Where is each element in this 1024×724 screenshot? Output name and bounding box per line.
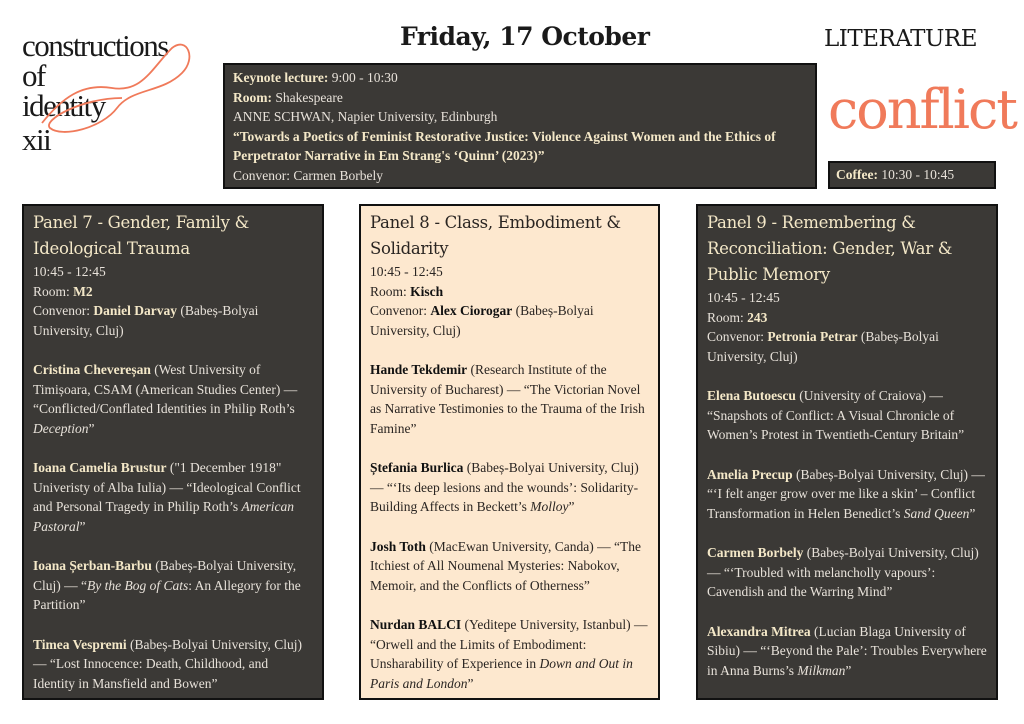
panel-meta — [33, 262, 313, 340]
paper-author: Ștefania Burlica — [370, 460, 464, 475]
panel-9 — [696, 204, 998, 700]
paper-text: (Yeditepe University, Istanbul) — “Orwell and the Limits of Embodiment: Unsharability of Experience in — [370, 617, 648, 671]
paper-author: Nurdan BALCI — [370, 617, 462, 632]
paper-text: (Lucian Blaga University of Sibiu) — “‘Beyond the Pale’: Troubles Everywhere in Anna Burns’s — [707, 623, 987, 678]
paper-author: Timea Vespremi — [33, 636, 127, 652]
paper-text: (West University of Timișoara, CSAM (American Studies Center) — “Conflicted/Conflated Identities in Philip Roth’s — [33, 362, 298, 416]
keynote-time-line — [233, 68, 807, 88]
panel-convenor-line — [707, 327, 987, 366]
paper-text: ("1 December 1918" Univeristy of Alba Iulia) — “Ideological Conflict and Personal Tragedy in Philip Roth’s — [33, 460, 301, 514]
paper-entry — [707, 386, 987, 445]
panel-room: M2 — [73, 283, 93, 299]
keynote-title: “Towards a Poetics of Feminist Restorative Justice: Violence Against Women and the Ethics of Perpetrator Narrative in Em Strang's ‘Quinn’ (2023)” — [233, 128, 776, 163]
keynote-room: Shakespeare — [275, 89, 343, 105]
panel-convenor-affiliation: (Babeș-Bolyai University, Cluj) — [707, 329, 939, 364]
paper-italic-title: Down and Out in Paris and London — [370, 656, 633, 691]
paper-text-end: ” — [568, 499, 575, 514]
panel-convenor-line — [33, 301, 313, 340]
panel-title: Panel 9 - Remembering & Reconciliation: Gender, War & Public Memory — [707, 213, 953, 284]
section-title: LITERATURE — [824, 26, 977, 52]
logo-line: of — [22, 58, 45, 93]
paper-text-end: ” — [467, 675, 474, 691]
panel-room-label: Room: — [707, 309, 744, 325]
panel-time: 10:45 - 12:45 — [370, 264, 443, 279]
paper-entry — [33, 360, 313, 438]
panel-room-line — [33, 282, 313, 302]
panel-meta — [370, 262, 649, 340]
panel-convenor-affiliation: (Babeș-Bolyai University, Cluj) — [33, 303, 259, 338]
panel-8 — [359, 204, 660, 700]
logo-line: xii — [22, 122, 51, 157]
paper-entry — [370, 537, 649, 596]
panel-convenor: Daniel Darvay — [93, 303, 177, 318]
paper-author: Carmen Borbely — [707, 545, 804, 560]
keynote-convenor: Convenor: Carmen Borbely — [233, 167, 383, 183]
panel-room: 243 — [747, 309, 768, 325]
panel-room-label: Room: — [33, 283, 70, 299]
coffee-break-box — [828, 161, 996, 189]
paper-author: Cristina Chevereșan — [33, 362, 151, 377]
panel-convenor-affiliation: (Babeș-Bolyai University, Cluj) — [370, 303, 594, 338]
paper-author: Elena Butoescu — [707, 388, 796, 403]
keynote-box — [223, 63, 817, 189]
paper-text-end: ” — [969, 505, 976, 521]
paper-italic-title: Molloy — [530, 499, 569, 514]
paper-text: (Babeș-Bolyai University, Cluj) — “Lost Innocence: Death, Childhood, and Identity in Mansfield and Bowen” — [33, 636, 302, 691]
paper-text-end: ” — [845, 662, 852, 678]
paper-text: (Babeș-Bolyai University, Cluj) — “‘Its deep lesions and the wounds’: Solidarity-Building Affects in Beckett’s — [370, 460, 639, 514]
panel-room-line — [370, 282, 649, 302]
panel-convenor-label: Convenor: — [33, 303, 90, 318]
paper-italic-title: American Pastoral — [33, 499, 294, 534]
paper-author: Ioana Camelia Brustur — [33, 460, 167, 475]
panel-convenor: Petronia Petrar — [767, 329, 858, 344]
keynote-room-line — [233, 88, 807, 108]
page-date-title: Friday, 17 October — [400, 22, 650, 51]
panel-convenor: Alex Ciorogar — [430, 303, 513, 318]
paper-entry — [33, 635, 313, 694]
coffee-label: Coffee: — [836, 167, 878, 182]
panel-convenor-label: Convenor: — [370, 303, 427, 318]
paper-text: (Babeș-Bolyai University, Cluj) — “‘Troubled with melancholly vapours’: Cavendish and the Warring Mind” — [707, 545, 979, 599]
paper-text: (University of Craiova) — “Snapshots of Conflict: A Visual Chronicle of Women’s Protest in Twentieth-Century Britain” — [707, 388, 965, 442]
paper-author: Alexandra Mitrea — [707, 623, 811, 639]
paper-author: Hande Tekdemir — [370, 362, 468, 377]
theme-word: conflict — [828, 78, 1017, 141]
logo-line: identity — [22, 88, 105, 123]
paper-italic-title: Deception — [33, 420, 89, 436]
paper-italic-title: Milkman — [797, 662, 846, 678]
paper-entry — [370, 615, 649, 693]
coffee-time: 10:30 - 10:45 — [881, 167, 955, 182]
paper-author: Amelia Precup — [707, 466, 793, 482]
paper-italic-title: Sand Queen — [903, 505, 970, 521]
paper-text-end: ” — [79, 518, 86, 534]
paper-entry — [33, 458, 313, 536]
paper-text: (Research Institute of the University of Bucharest) — “The Victorian Novel as Narrative Testimonies to the Trauma of the Irish Famine” — [370, 362, 645, 436]
panel-title: Panel 8 - Class, Embodiment & Solidarity — [370, 213, 621, 258]
panel-meta — [707, 288, 987, 366]
paper-text-end: : An Allegory for the Partition” — [33, 577, 301, 612]
paper-text-end: ” — [88, 420, 95, 436]
panel-convenor-label: Convenor: — [707, 329, 764, 344]
keynote-time: 9:00 - 10:30 — [331, 70, 398, 85]
paper-entry — [33, 556, 313, 615]
logo-scribble-icon — [22, 28, 202, 168]
paper-italic-title: By the Bog of Cats — [87, 577, 189, 593]
panel-room-line — [707, 308, 987, 328]
panel-7 — [22, 204, 324, 700]
logo-line: constructions — [22, 28, 168, 63]
keynote-room-label: Room: — [233, 89, 272, 105]
panel-room: Kisch — [410, 283, 444, 299]
paper-entry — [707, 622, 987, 681]
keynote-speaker: ANNE SCHWAN, Napier University, Edinburgh — [233, 109, 498, 124]
paper-text: (Babeș-Bolyai University, Cluj) — “‘I felt anger grow over me like a skin’ – Conflict Transformation in Helen Benedict’s — [707, 466, 985, 521]
paper-entry — [370, 458, 649, 517]
keynote-label: Keynote lecture: — [233, 70, 329, 85]
panel-title: Panel 7 - Gender, Family & Ideological Trauma — [33, 213, 249, 258]
paper-entry — [707, 543, 987, 602]
paper-text: (MacEwan University, Canda) — “The Itchiest of All Noumenal Mysteries: Nabokov, Memoir, and the Conflicts of Otherness” — [370, 538, 641, 593]
paper-text: (Babeș-Bolyai University, Cluj) — “ — [33, 558, 297, 593]
paper-author: Josh Toth — [370, 538, 426, 554]
panel-room-label: Room: — [370, 283, 407, 299]
panel-time: 10:45 - 12:45 — [33, 264, 106, 279]
panel-time: 10:45 - 12:45 — [707, 290, 780, 305]
conference-logo — [22, 28, 202, 168]
panel-convenor-line — [370, 301, 649, 340]
paper-author: Ioana Șerban-Barbu — [33, 558, 152, 573]
paper-entry — [370, 360, 649, 438]
paper-entry — [707, 465, 987, 524]
